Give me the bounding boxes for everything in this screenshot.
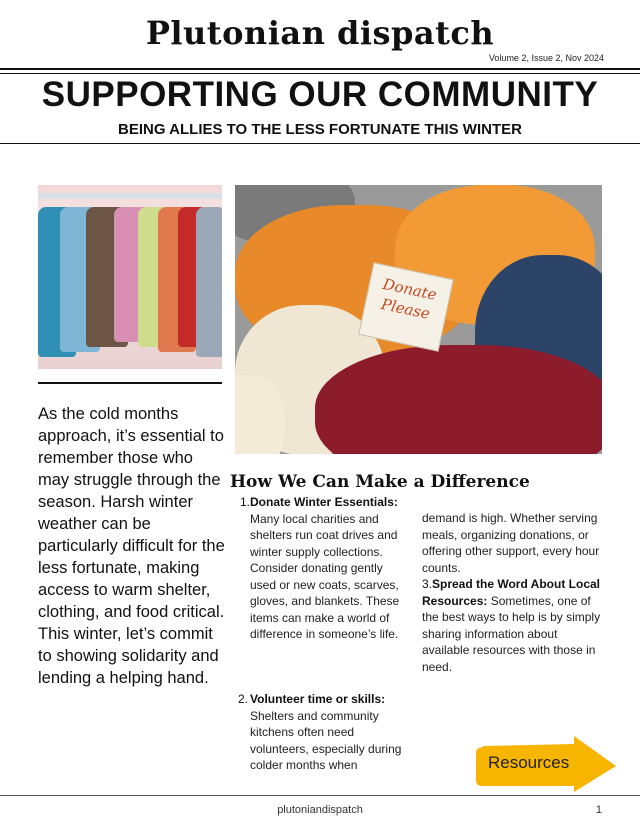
issue-info: Volume 2, Issue 2, Nov 2024 xyxy=(488,53,604,63)
list-item-2-continued: demand is high. Whether serving meals, organizing donations, or offering other support, every hour counts. xyxy=(422,511,600,575)
list-item-3-title: Spread the Word About Local Resources: xyxy=(422,577,601,608)
resources-button-label: Resources xyxy=(488,753,570,772)
left-divider xyxy=(38,382,222,384)
header-rule-top-thin xyxy=(0,73,640,74)
list-item-2-number: 2. xyxy=(238,692,249,706)
page-number: 1 xyxy=(595,804,602,816)
list-item-2-title: Volunteer time or skills: xyxy=(250,692,386,706)
resources-button[interactable] xyxy=(474,736,618,792)
photo-jackets xyxy=(38,185,222,369)
masthead-title: Plutonian dispatch xyxy=(145,14,495,52)
subheadline: BEING ALLIES TO THE LESS FORTUNATE THIS WINTER xyxy=(118,121,522,138)
list-item-3-number: 3. xyxy=(422,577,433,591)
list-item-1-body: Many local charities and shelters run coat drives and winter supply collections. Consider donating gently used or new coats, scarves, gloves, and blankets. These items can make a world of difference in someone’s life. xyxy=(250,511,400,641)
footer-rule xyxy=(0,795,640,796)
list-item-2-body: Shelters and community kitchens often need volunteers, especially during colder months when xyxy=(250,708,402,772)
list-item-1 xyxy=(250,494,412,643)
donate-card: Donate Please xyxy=(358,262,454,351)
list-item-1-number: 1. xyxy=(240,495,251,509)
header-rule-bottom xyxy=(0,143,640,144)
headline: SUPPORTING OUR COMMUNITY xyxy=(41,75,599,114)
list-item-2 xyxy=(250,691,412,774)
header-rule-top xyxy=(0,68,640,70)
footer-site: plutoniandispatch xyxy=(277,804,363,816)
list-item-1-title: Donate Winter Essentials: xyxy=(250,495,398,509)
list-item-3-body: Sometimes, one of the best ways to help is by simply sharing information about available resources with those in need. xyxy=(422,593,601,674)
list-item-3 xyxy=(422,576,602,675)
section-title: How We Can Make a Difference xyxy=(230,472,530,492)
intro-text: As the cold months approach, it’s essential to remember those who may struggle through the season. Harsh winter weather can be particularly difficult for the less fortunate, making access to warm shelter, clothing, and food critical. This winter, let’s commit to showing solidarity and lending a helping hand. xyxy=(38,405,225,687)
